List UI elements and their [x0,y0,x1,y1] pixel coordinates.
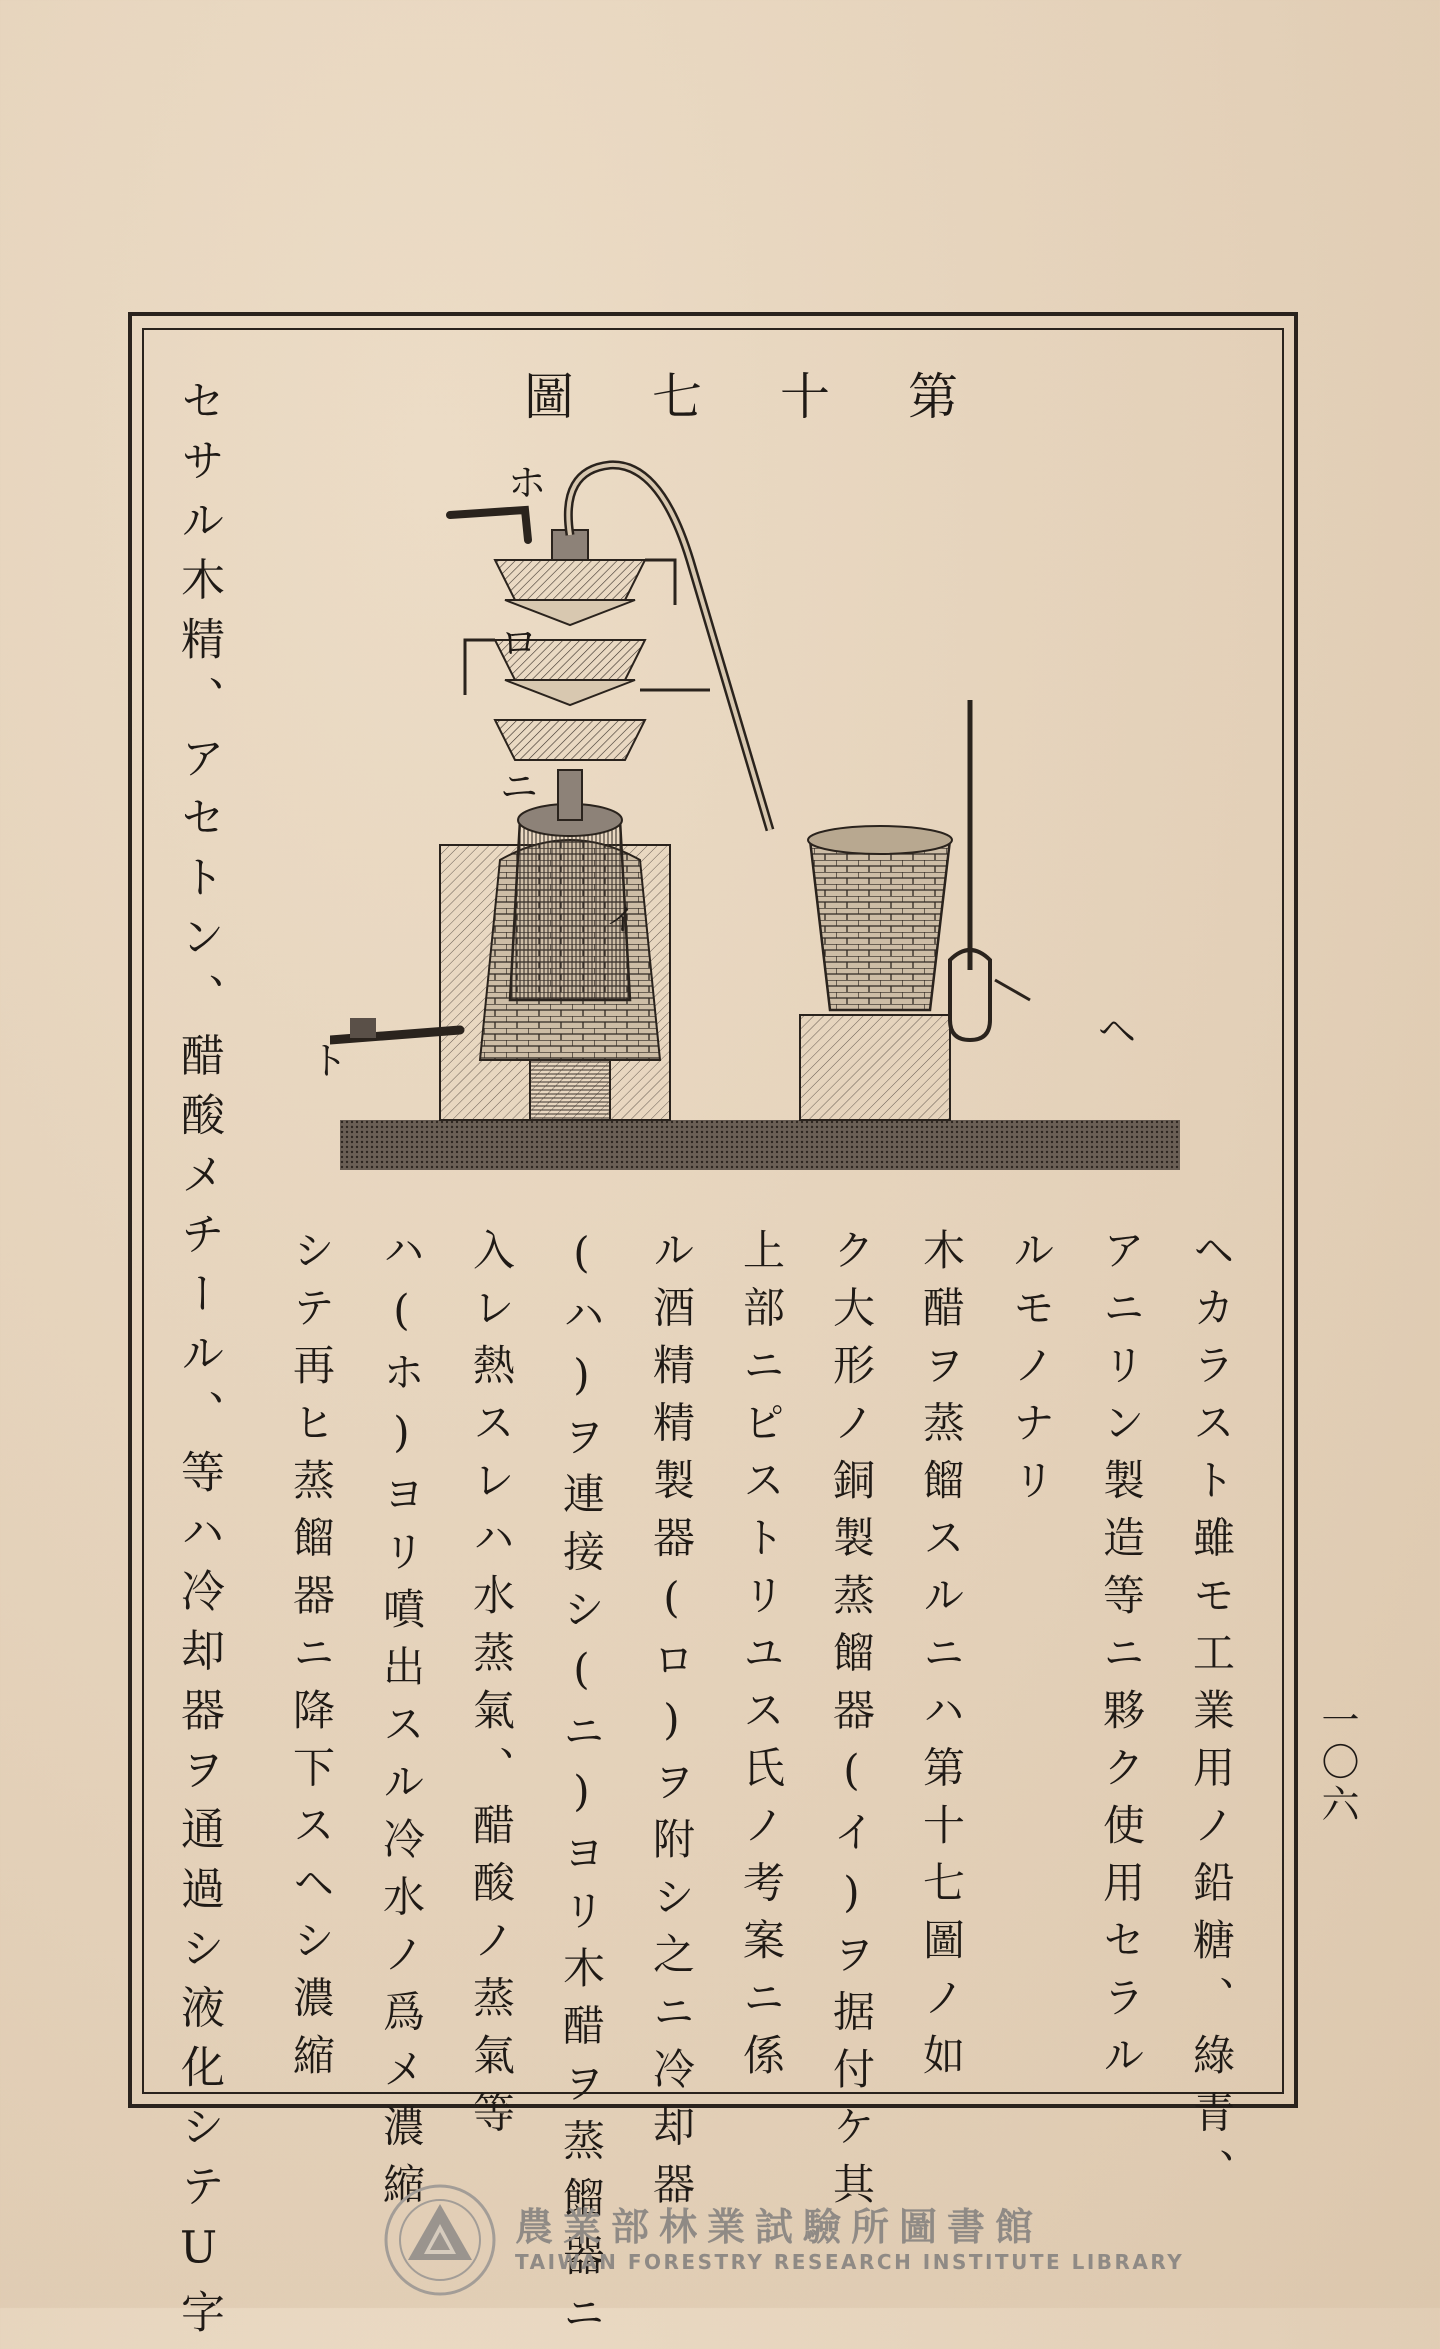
figure-label-to: ト [310,1039,349,1083]
text-column-10: ハ(ホ)ヨリ噴出スル冷水ノ爲メ濃縮 [377,1228,426,2220]
text-column-2: アニリン製造等ニ夥ク使用セラル [1097,1228,1146,2091]
library-seal-icon [380,2180,500,2300]
text-column-9: 入レ熱スレハ水蒸氣、醋酸ノ蒸氣等 [467,1228,516,2148]
figure-label-i: イ [606,903,636,938]
figure-title: 第十七圖 [524,368,1036,426]
text-column-3: ルモノナリ [1007,1228,1056,1516]
figure-label-ni: ニ [500,765,539,809]
library-name-english: TAIWAN FORESTRY RESEARCH INSTITUTE LIBRARY [515,2250,1185,2274]
figure-label-ro: ロ [500,621,539,665]
text-column-left: セサル木精、アセトン、醋酸メチール、等ハ冷却器ヲ通過シ液化シテU字 [173,378,224,2349]
text-column-4: 木醋ヲ蒸餾スルニハ第十七圖ノ如 [917,1228,966,2091]
text-column-8: (ハ)ヲ連接シ(ニ)ヨリ木醋ヲ蒸餾器ニ [557,1228,606,2349]
figure-label-he: ヘ [1098,1009,1137,1053]
figure-label-ho: ホ [508,461,547,505]
text-column-1: ヘカラスト雖モ工業用ノ鉛糖、綠青、 [1187,1228,1236,2206]
distillation-apparatus-illustration [330,440,1190,1220]
page-number: 一〇六 [1315,1700,1359,1826]
text-column-5: ク大形ノ銅製蒸餾器(イ)ヲ据付ケ其 [827,1228,876,2220]
library-name-chinese: 農業部林業試驗所圖書館 [515,2205,1044,2249]
text-column-11: シテ再ヒ蒸餾器ニ降下スヘシ濃縮 [287,1228,336,2091]
text-column-6: 上部ニピストリユス氏ノ考案ニ係 [737,1228,786,2091]
text-column-7: ル酒精精製器(ロ)ヲ附シ之ニ冷却器 [647,1228,696,2220]
